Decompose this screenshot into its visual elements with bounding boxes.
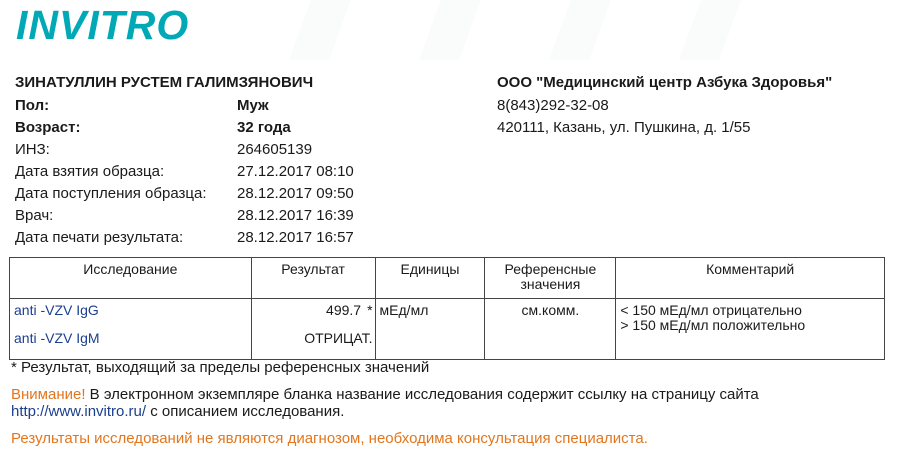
results-table [9, 257, 885, 360]
test-name-link[interactable]: anti -VZV IgG [14, 302, 99, 318]
field-value: 32 года [237, 119, 291, 136]
field-label: Дата печати результата: [15, 229, 184, 246]
watermark-stripe [679, 0, 741, 60]
header-reference-line1: Референсные [504, 261, 597, 277]
field-label: Дата поступления образца: [15, 185, 207, 202]
organization-name: ООО "Медицинский центр Азбука Здоровья" [497, 74, 833, 91]
field-label: Врач: [15, 207, 54, 224]
units-value: мЕд/мл [379, 302, 429, 318]
link-suffix: с описанием исследования. [146, 403, 345, 420]
comment-cell [616, 299, 885, 360]
field-value: 28.12.2017 09:50 [237, 185, 354, 202]
test-names-cell [10, 299, 252, 360]
watermark-stripe [419, 0, 481, 60]
warning-head: Внимание! [11, 386, 86, 403]
table-header-row [10, 258, 885, 299]
watermark-stripe [289, 0, 351, 60]
warning-text: В электронном экземпляре бланка название исследования содержит ссылку на страницу сайта [85, 386, 759, 403]
out-of-range-flag: * [367, 302, 373, 318]
field-label: Дата взятия образца: [15, 163, 165, 180]
watermark-stripe [549, 0, 611, 60]
results-cell [251, 299, 375, 360]
link-line [11, 403, 344, 420]
invitro-site-link[interactable]: http://www.invitro.ru/ [11, 403, 147, 420]
test-name-link[interactable]: anti -VZV IgM [14, 330, 100, 346]
header-reference-line2: значения [520, 276, 581, 292]
table-row [10, 299, 885, 360]
warning-line [11, 386, 759, 403]
disclaimer: Результаты исследований не являются диагнозом, необходима консультация специалиста. [11, 430, 648, 447]
field-label: Пол: [15, 97, 50, 114]
organization-phone: 8(843)292-32-08 [497, 97, 609, 114]
header-test: Исследование [10, 258, 252, 299]
invitro-logo: INVITRO [16, 2, 190, 48]
comment-line: > 150 мЕд/мл положительно [620, 317, 806, 333]
field-value: 28.12.2017 16:39 [237, 207, 354, 224]
footnote: * Результат, выходящий за пределы референсных значений [11, 359, 430, 376]
field-value: 28.12.2017 16:57 [237, 229, 354, 246]
comment-line: < 150 мЕд/мл отрицательно [620, 302, 802, 318]
header-result: Результат [251, 258, 375, 299]
reference-value: см.комм. [521, 302, 580, 318]
reference-cell [485, 299, 616, 360]
header-comment: Комментарий [616, 258, 885, 299]
field-label: ИНЗ: [15, 141, 50, 158]
field-value: 264605139 [237, 141, 313, 158]
header-reference [485, 258, 616, 299]
field-value: 27.12.2017 08:10 [237, 163, 354, 180]
field-label: Возраст: [15, 119, 81, 136]
result-value: 499.7 [326, 302, 362, 318]
organization-address: 420111, Казань, ул. Пушкина, д. 1/55 [497, 119, 751, 136]
header-units: Единицы [375, 258, 485, 299]
result-value: ОТРИЦАТ. [304, 330, 373, 346]
units-cell [375, 299, 485, 360]
patient-name: ЗИНАТУЛЛИН РУСТЕМ ГАЛИМЗЯНОВИЧ [15, 74, 314, 91]
field-value: Муж [237, 97, 269, 114]
